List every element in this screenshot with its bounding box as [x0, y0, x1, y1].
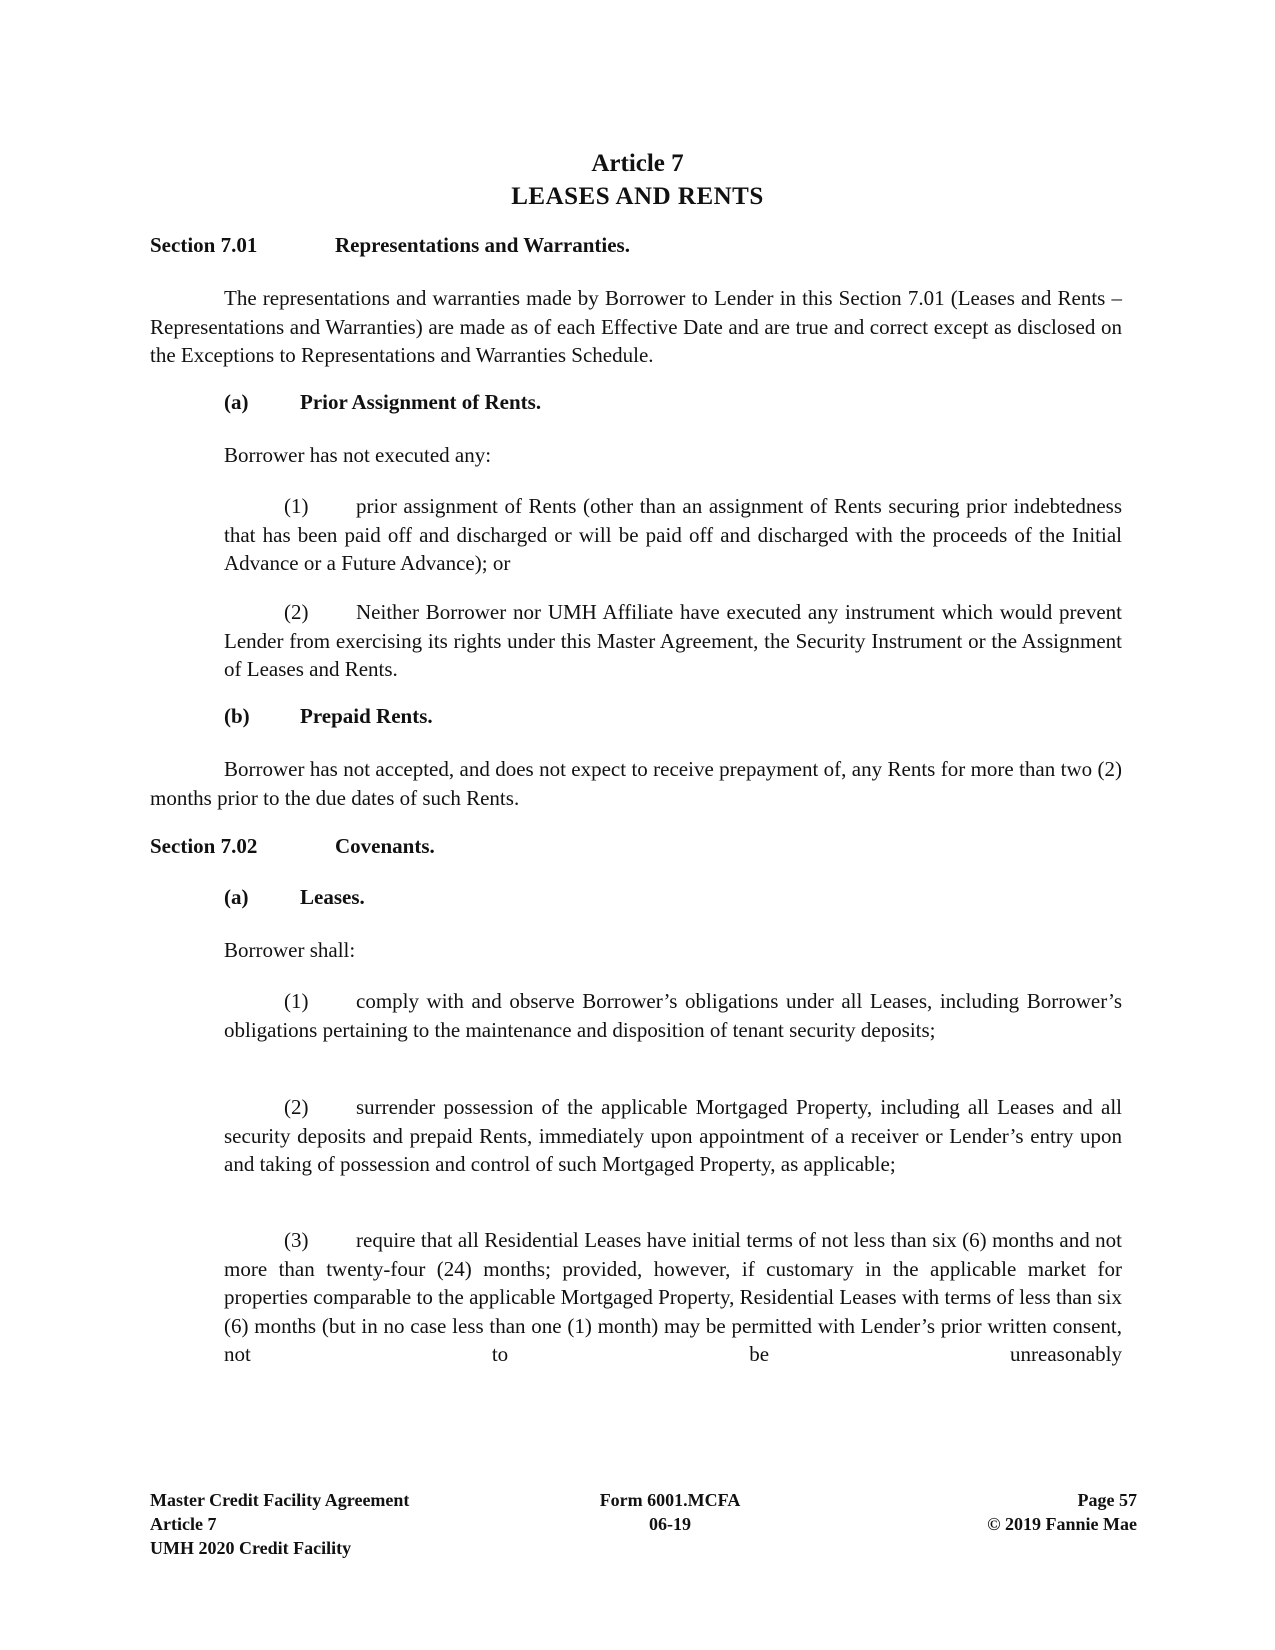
- list-item-701a-2: [224, 598, 1122, 684]
- list-item-text: surrender possession of the applicable Mortgaged Property, including all Leases and all security deposits and prepaid Rents, immediately upon appointment of a receiver or Lender’s entry upon and taking of possession and control of such Mortgaged Property, as applicable;: [224, 1095, 1122, 1176]
- footer-right: [880, 1488, 1137, 1536]
- subsection-701b-text: Borrower has not accepted, and does not expect to receive prepayment of, any Rents for more than two (2) months prior to the due dates of such Rents.: [150, 757, 1122, 810]
- footer-agreement-name: Master Credit Facility Agreement: [150, 1490, 410, 1510]
- list-item-number: (1): [284, 494, 309, 518]
- footer-form-date: 06-19: [649, 1514, 691, 1534]
- subsection-702a-lead: Borrower shall:: [224, 938, 356, 962]
- list-item-702a-1: [224, 987, 1122, 1044]
- list-item-number: (1): [284, 989, 309, 1013]
- subsection-702a-title: Leases.: [300, 885, 365, 909]
- subsection-701a-lead: Borrower has not executed any:: [224, 443, 492, 467]
- section-702-title: Covenants.: [335, 834, 435, 858]
- footer-center: [560, 1488, 780, 1536]
- footer-facility-name: UMH 2020 Credit Facility: [150, 1538, 352, 1558]
- list-item-text: prior assignment of Rents (other than an assignment of Rents securing prior indebtedness that has been paid off and discharged or will be paid off and discharged with the proceeds of the Initial Advance or a Future Advance); or: [224, 494, 1122, 575]
- article-title: LEASES AND RENTS: [511, 183, 764, 210]
- subsection-701a-title: Prior Assignment of Rents.: [300, 390, 542, 414]
- list-item-701a-1: [224, 492, 1122, 578]
- footer-article: Article 7: [150, 1514, 217, 1534]
- list-item-702a-3: [224, 1226, 1122, 1369]
- article-number: Article 7: [591, 150, 684, 177]
- section-701-title: Representations and Warranties.: [335, 233, 630, 257]
- subsection-702a-label: (a): [224, 885, 249, 909]
- subsection-701b-label: (b): [224, 704, 250, 728]
- subsection-701a-label: (a): [224, 390, 249, 414]
- list-item-text: Neither Borrower nor UMH Affiliate have executed any instrument which would prevent Lender from exercising its rights under this Master Agreement, the Security Instrument or the Assignment of Leases and Rents.: [224, 600, 1122, 681]
- list-item-text: require that all Residential Leases have initial terms of not less than six (6) months and not more than twenty-four (24) months; provided, however, if customary in the applicable market for properties comparable to the applicable Mortgaged Property, Residential Leases with terms of less than six (6) months (but in no case less than one (1) month) may be permitted with Lender’s prior written consent, not to be unreasonably: [224, 1228, 1122, 1366]
- section-701-intro: The representations and warranties made by Borrower to Lender in this Section 7.01 (Leases and Rents – Representations and Warranties) are made as of each Effective Date and are true and correct except as disclosed on the Exceptions to Representations and Warranties Schedule.: [150, 286, 1122, 367]
- footer-form-number: Form 6001.MCFA: [599, 1490, 741, 1510]
- footer-left: [150, 1488, 409, 1560]
- footer-copyright: © 2019 Fannie Mae: [987, 1514, 1137, 1534]
- footer-page-number: Page 57: [1077, 1490, 1137, 1510]
- list-item-number: (2): [284, 600, 309, 624]
- list-item-number: (2): [284, 1095, 309, 1119]
- list-item-number: (3): [284, 1228, 309, 1252]
- subsection-701b-title: Prepaid Rents.: [300, 704, 433, 728]
- section-702-number: Section 7.02: [150, 834, 258, 858]
- section-701-number: Section 7.01: [150, 233, 258, 257]
- list-item-text: comply with and observe Borrower’s obligations under all Leases, including Borrower’s obligations pertaining to the maintenance and disposition of tenant security deposits;: [224, 989, 1122, 1042]
- list-item-702a-2: [224, 1093, 1122, 1179]
